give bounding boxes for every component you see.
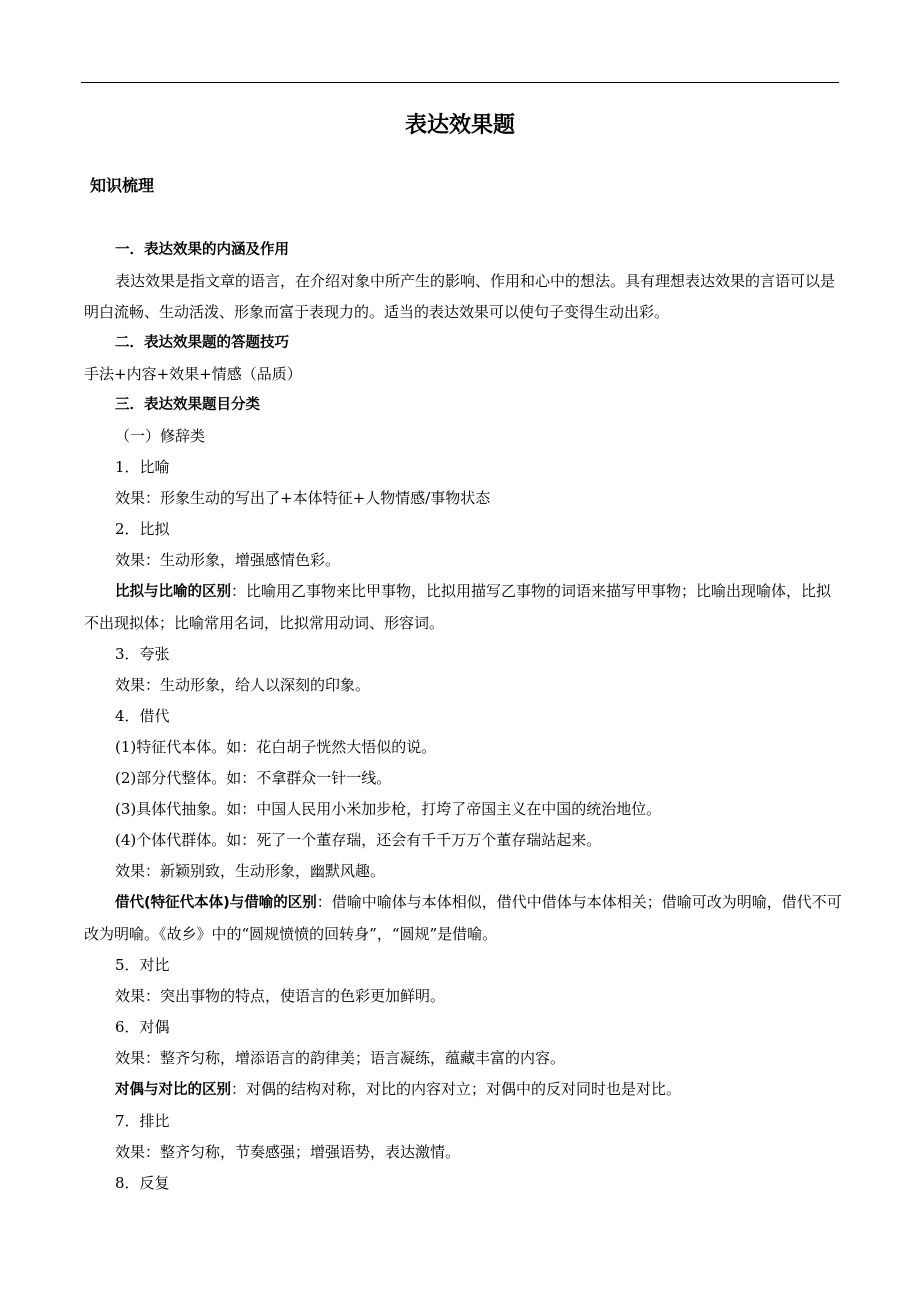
heading-technique: 二．表达效果题的答题技巧 — [115, 335, 289, 351]
effect-hyperbole: 效果：生动形象，给人以深刻的印象。 — [115, 676, 371, 694]
paragraph-definition: 表达效果是指文章的语言，在介绍对象中所产生的影响、作用和心中的想法。具有理想表达效果的言语可以是明白流畅、生动活泼、形象而富于表现力的。适当的表达效果可以使句子变得生动出彩。 — [84, 272, 836, 321]
answer-formula: 手法+内容+效果+情感（品质） — [84, 365, 302, 383]
comparison-text: ：对偶的结构对称，对比的内容对立；对偶中的反对同时也是对比。 — [231, 1080, 682, 1098]
item-personification: 2．比拟 — [115, 520, 170, 538]
effect-personification: 效果：生动形象，增强感情色彩。 — [115, 551, 341, 569]
item-metaphor: 1．比喻 — [115, 458, 170, 476]
document-body — [84, 235, 844, 1199]
item-antithesis: 6．对偶 — [115, 1018, 170, 1036]
metonymy-example-3: (3)具体代抽象。如：中国人民用小米加步枪，打垮了帝国主义在中国的统治地位。 — [115, 800, 662, 818]
item-metonymy: 4．借代 — [115, 707, 170, 725]
heading-meaning: 一．表达效果的内涵及作用 — [115, 242, 289, 258]
effect-metonymy: 效果：新颖别致，生动形象，幽默风趣。 — [115, 862, 386, 880]
metonymy-example-1: (1)特征代本体。如：花白胡子恍然大悟似的说。 — [115, 738, 437, 756]
effect-contrast: 效果：突出事物的特点，使语言的色彩更加鲜明。 — [115, 987, 446, 1005]
comparison-antithesis-contrast — [84, 1074, 844, 1106]
effect-metaphor: 效果：形象生动的写出了+本体特征+人物情感/事物状态 — [115, 489, 491, 507]
metonymy-example-2: (2)部分代整体。如：不拿群众一针一线。 — [115, 769, 392, 787]
comparison-personification-metaphor — [84, 576, 844, 639]
item-contrast: 5．对比 — [115, 956, 170, 974]
comparison-text: ：借喻中喻体与本体相似，借代中借体与本体相关；借喻可改为明喻，借代不可改为明喻。《故乡》中的“圆规愤愤的回转身”，“圆规”是借喻。 — [84, 893, 842, 943]
comparison-term: 对偶与对比的区别 — [115, 1082, 231, 1098]
header-rule — [81, 82, 839, 83]
subheading-rhetoric: （一）修辞类 — [115, 427, 206, 445]
comparison-text: ：比喻用乙事物来比甲事物，比拟用描写乙事物的词语来描写甲事物；比喻出现喻体，比拟不出现拟体；比喻常用名词，比拟常用动词、形容词。 — [84, 582, 832, 632]
item-hyperbole: 3．夸张 — [115, 645, 170, 663]
effect-antithesis: 效果：整齐匀称，增添语言的韵律美；语言凝练，蕴藏丰富的内容。 — [115, 1049, 566, 1067]
effect-parallelism: 效果：整齐匀称，节奏感强；增强语势，表达激情。 — [115, 1143, 461, 1161]
metonymy-example-4: (4)个体代群体。如：死了一个董存瑞，还会有千千万万个董存瑞站起来。 — [115, 831, 602, 849]
comparison-metonymy-metaphor — [84, 887, 844, 950]
item-repetition: 8．反复 — [115, 1174, 170, 1192]
section-title: 知识梳理 — [90, 176, 155, 195]
item-parallelism: 7．排比 — [115, 1112, 170, 1130]
heading-categories: 三．表达效果题目分类 — [115, 397, 260, 413]
comparison-term: 借代(特征代本体)与借喻的区别 — [115, 895, 317, 911]
comparison-term: 比拟与比喻的区别 — [115, 584, 231, 600]
page-title: 表达效果题 — [404, 113, 515, 138]
